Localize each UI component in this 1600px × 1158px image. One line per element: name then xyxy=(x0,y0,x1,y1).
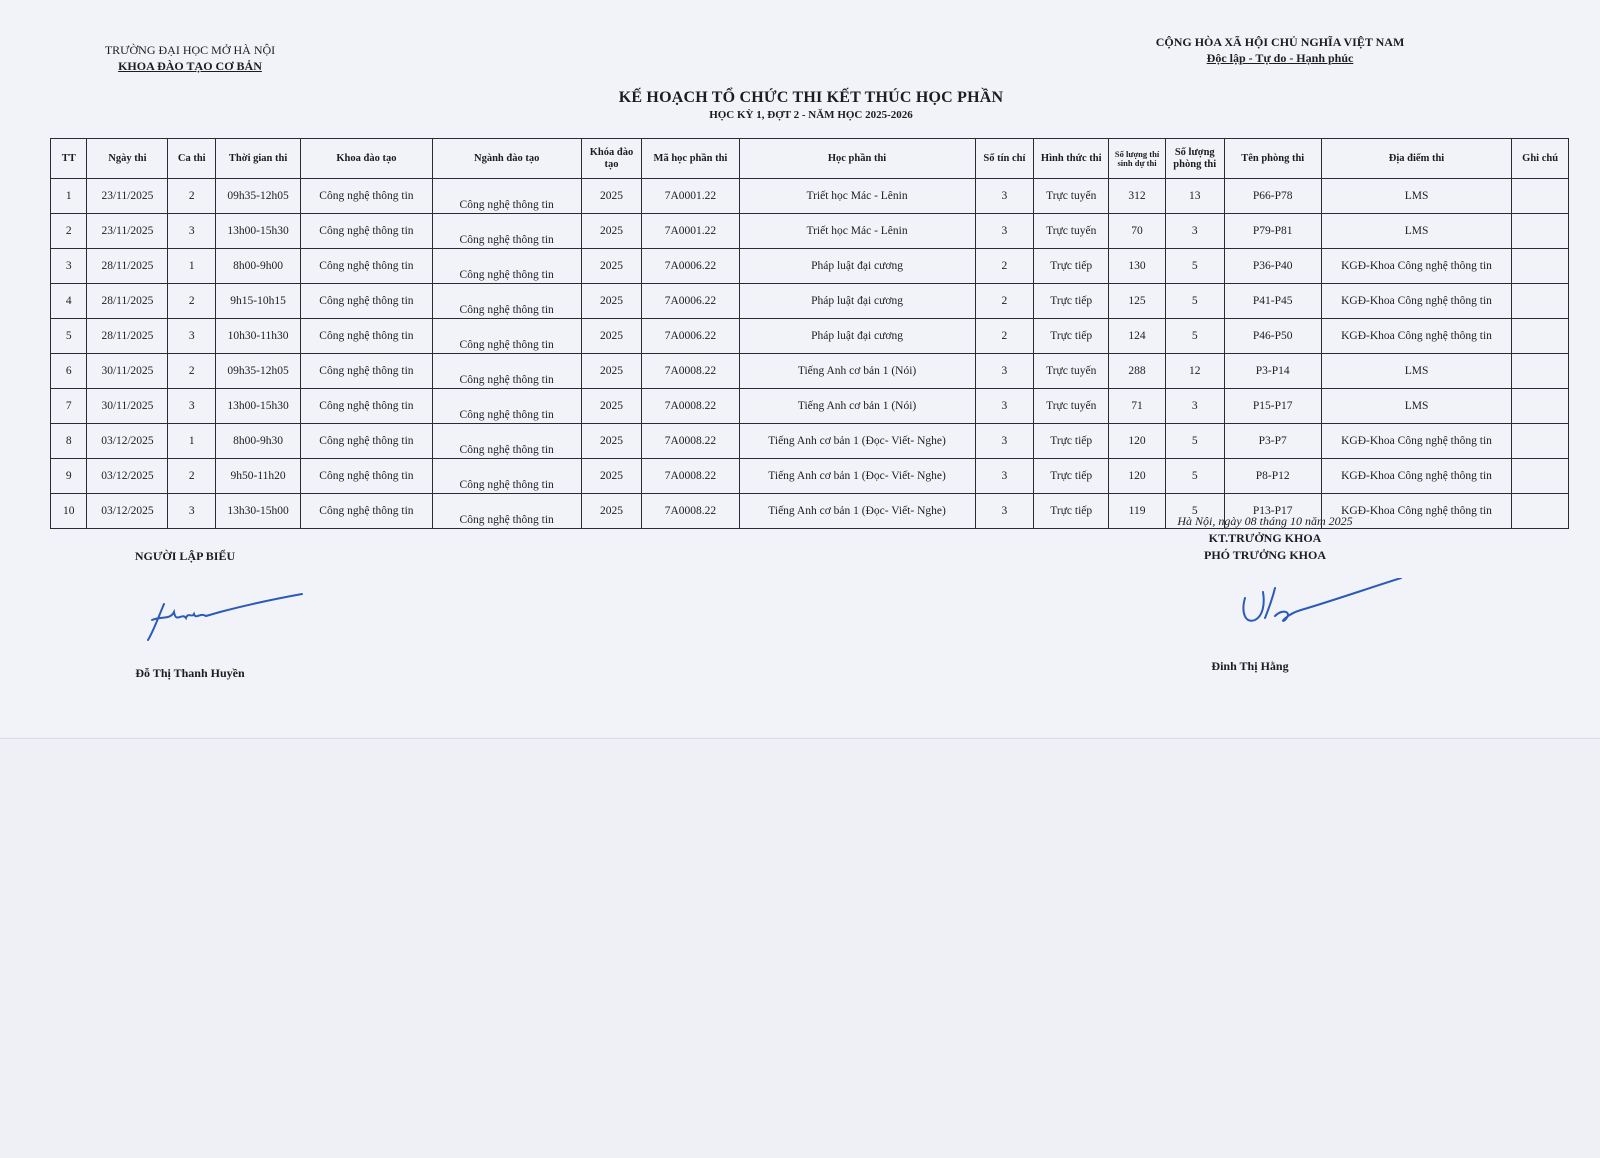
cell-ngay-thi: 03/12/2025 xyxy=(87,459,168,494)
cell-so-phong: 5 xyxy=(1165,424,1224,459)
cell-hinh-thuc: Trực tuyến xyxy=(1034,354,1109,389)
cell-ca-thi: 1 xyxy=(168,424,216,459)
cell-ngay-thi: 23/11/2025 xyxy=(87,214,168,249)
table-row xyxy=(51,389,1569,424)
cell-khoa-dao-tao: 2025 xyxy=(581,214,642,249)
cell-hinh-thuc: Trực tiếp xyxy=(1034,284,1109,319)
cell-khoa-dao-tao: 2025 xyxy=(581,179,642,214)
cell-ca-thi: 2 xyxy=(168,459,216,494)
cell-dia-diem: KGĐ-Khoa Công nghệ thông tin xyxy=(1321,284,1511,319)
cell-khoa: Công nghệ thông tin xyxy=(301,494,433,529)
cell-ten-phong: P13-P17 xyxy=(1224,494,1321,529)
signing-date: Hà Nội, ngày 08 tháng 10 năm 2025 xyxy=(1177,514,1353,528)
cell-hinh-thuc: Trực tiếp xyxy=(1034,319,1109,354)
cell-so-luong-sv: 120 xyxy=(1109,424,1166,459)
cell-hoc-phan: Tiếng Anh cơ bản 1 (Đọc- Viết- Nghe) xyxy=(739,494,975,529)
cell-ten-phong: P66-P78 xyxy=(1224,179,1321,214)
preparer-name: Đỗ Thị Thanh Huyền xyxy=(135,666,245,680)
cell-ca-thi: 3 xyxy=(168,389,216,424)
cell-ma-hp: 7A0008.22 xyxy=(642,354,739,389)
cell-hinh-thuc: Trực tiếp xyxy=(1034,459,1109,494)
cell-ngay-thi: 28/11/2025 xyxy=(87,319,168,354)
cell-ten-phong: P36-P40 xyxy=(1224,249,1321,284)
cell-ma-hp: 7A0008.22 xyxy=(642,424,739,459)
cell-ghi-chu xyxy=(1512,354,1569,389)
cell-ten-phong: P15-P17 xyxy=(1224,389,1321,424)
table-body xyxy=(51,179,1569,529)
cell-ma-hp: 7A0001.22 xyxy=(642,214,739,249)
cell-khoa-dao-tao: 2025 xyxy=(581,424,642,459)
cell-ca-thi: 2 xyxy=(168,179,216,214)
cell-ten-phong: P46-P50 xyxy=(1224,319,1321,354)
cell-so-tin-chi: 3 xyxy=(975,214,1034,249)
cell-so-phong: 5 xyxy=(1165,319,1224,354)
cell-dia-diem: LMS xyxy=(1321,214,1511,249)
col-header-nganh: Ngành đào tạo xyxy=(432,139,581,179)
cell-ten-phong: P41-P45 xyxy=(1224,284,1321,319)
cell-so-phong: 5 xyxy=(1165,284,1224,319)
cell-tt: 6 xyxy=(51,354,87,389)
col-header-ghi-chu: Ghi chú xyxy=(1512,139,1569,179)
cell-nganh: Công nghệ thông tin xyxy=(432,319,581,354)
table-row xyxy=(51,424,1569,459)
col-header-dia-diem: Địa điểm thi xyxy=(1321,139,1511,179)
col-header-so-phong: Số lượng phòng thi xyxy=(1165,139,1224,179)
cell-ma-hp: 7A0006.22 xyxy=(642,319,739,354)
preparer-role: NGƯỜI LẬP BIỂU xyxy=(134,549,236,563)
cell-thoi-gian: 9h15-10h15 xyxy=(216,284,301,319)
cell-ghi-chu xyxy=(1512,214,1569,249)
cell-so-phong: 3 xyxy=(1165,389,1224,424)
cell-ngay-thi: 30/11/2025 xyxy=(87,354,168,389)
approver-block xyxy=(1140,513,1390,564)
cell-dia-diem: KGĐ-Khoa Công nghệ thông tin xyxy=(1321,249,1511,284)
cell-thoi-gian: 13h30-15h00 xyxy=(216,494,301,529)
cell-dia-diem: KGĐ-Khoa Công nghệ thông tin xyxy=(1321,319,1511,354)
cell-so-phong: 5 xyxy=(1165,494,1224,529)
cell-ma-hp: 7A0008.22 xyxy=(642,459,739,494)
cell-ngay-thi: 30/11/2025 xyxy=(87,389,168,424)
cell-khoa: Công nghệ thông tin xyxy=(301,214,433,249)
cell-dia-diem: KGĐ-Khoa Công nghệ thông tin xyxy=(1321,424,1511,459)
approver-role-1: KT.TRƯỞNG KHOA xyxy=(1208,531,1322,545)
table-row xyxy=(51,354,1569,389)
sheet-edge xyxy=(0,738,1600,739)
cell-so-tin-chi: 2 xyxy=(975,319,1034,354)
table-row xyxy=(51,179,1569,214)
approver-signature-icon xyxy=(1235,578,1405,638)
cell-tt: 4 xyxy=(51,284,87,319)
cell-so-tin-chi: 2 xyxy=(975,284,1034,319)
cell-hinh-thuc: Trực tuyến xyxy=(1034,214,1109,249)
cell-nganh: Công nghệ thông tin xyxy=(432,284,581,319)
col-header-khoa-dao-tao: Khóa đào tạo xyxy=(581,139,642,179)
col-header-ngay-thi: Ngày thi xyxy=(87,139,168,179)
national-title: CỘNG HÒA XÃ HỘI CHỦ NGHĨA VIỆT NAM xyxy=(1155,35,1405,49)
cell-nganh: Công nghệ thông tin xyxy=(432,249,581,284)
cell-nganh: Công nghệ thông tin xyxy=(432,459,581,494)
cell-ngay-thi: 23/11/2025 xyxy=(87,179,168,214)
cell-so-tin-chi: 3 xyxy=(975,494,1034,529)
cell-nganh: Công nghệ thông tin xyxy=(432,494,581,529)
cell-ten-phong: P3-P7 xyxy=(1224,424,1321,459)
cell-so-tin-chi: 3 xyxy=(975,354,1034,389)
cell-hoc-phan: Pháp luật đại cương xyxy=(739,319,975,354)
university-name: TRƯỜNG ĐẠI HỌC MỞ HÀ NỘI xyxy=(104,43,276,57)
cell-ngay-thi: 03/12/2025 xyxy=(87,494,168,529)
cell-hoc-phan: Tiếng Anh cơ bản 1 (Nói) xyxy=(739,354,975,389)
cell-khoa-dao-tao: 2025 xyxy=(581,389,642,424)
approver-role-2: PHÓ TRƯỞNG KHOA xyxy=(1203,548,1326,562)
cell-khoa-dao-tao: 2025 xyxy=(581,494,642,529)
cell-ghi-chu xyxy=(1512,389,1569,424)
cell-ghi-chu xyxy=(1512,284,1569,319)
cell-ghi-chu xyxy=(1512,424,1569,459)
cell-ngay-thi: 28/11/2025 xyxy=(87,284,168,319)
cell-nganh: Công nghệ thông tin xyxy=(432,424,581,459)
cell-khoa-dao-tao: 2025 xyxy=(581,249,642,284)
col-header-ca-thi: Ca thi xyxy=(168,139,216,179)
cell-ma-hp: 7A0001.22 xyxy=(642,179,739,214)
cell-so-luong-sv: 124 xyxy=(1109,319,1166,354)
table-row xyxy=(51,214,1569,249)
cell-khoa: Công nghệ thông tin xyxy=(301,179,433,214)
cell-so-luong-sv: 120 xyxy=(1109,459,1166,494)
col-header-so-tin-chi: Số tín chỉ xyxy=(975,139,1034,179)
cell-ma-hp: 7A0006.22 xyxy=(642,249,739,284)
cell-dia-diem: KGĐ-Khoa Công nghệ thông tin xyxy=(1321,459,1511,494)
table-row xyxy=(51,249,1569,284)
cell-so-tin-chi: 3 xyxy=(975,459,1034,494)
cell-so-tin-chi: 3 xyxy=(975,179,1034,214)
cell-ghi-chu xyxy=(1512,494,1569,529)
cell-hoc-phan: Tiếng Anh cơ bản 1 (Nói) xyxy=(739,389,975,424)
cell-dia-diem: LMS xyxy=(1321,389,1511,424)
cell-dia-diem: LMS xyxy=(1321,354,1511,389)
cell-nganh: Công nghệ thông tin xyxy=(432,214,581,249)
table-header-row xyxy=(51,139,1569,179)
cell-ma-hp: 7A0008.22 xyxy=(642,494,739,529)
cell-ngay-thi: 28/11/2025 xyxy=(87,249,168,284)
cell-nganh: Công nghệ thông tin xyxy=(432,179,581,214)
cell-ten-phong: P3-P14 xyxy=(1224,354,1321,389)
cell-ca-thi: 3 xyxy=(168,319,216,354)
exam-schedule-table xyxy=(50,138,1569,529)
cell-khoa: Công nghệ thông tin xyxy=(301,354,433,389)
cell-so-phong: 3 xyxy=(1165,214,1224,249)
cell-ma-hp: 7A0006.22 xyxy=(642,284,739,319)
cell-dia-diem: LMS xyxy=(1321,179,1511,214)
col-header-tt: TT xyxy=(51,139,87,179)
cell-so-phong: 12 xyxy=(1165,354,1224,389)
cell-hoc-phan: Pháp luật đại cương xyxy=(739,249,975,284)
cell-thoi-gian: 13h00-15h30 xyxy=(216,389,301,424)
preparer-signature-icon xyxy=(140,590,310,650)
cell-tt: 5 xyxy=(51,319,87,354)
col-header-ten-phong: Tên phòng thi xyxy=(1224,139,1321,179)
cell-dia-diem: KGĐ-Khoa Công nghệ thông tin xyxy=(1321,494,1511,529)
cell-khoa: Công nghệ thông tin xyxy=(301,389,433,424)
cell-ca-thi: 3 xyxy=(168,494,216,529)
cell-hinh-thuc: Trực tiếp xyxy=(1034,249,1109,284)
cell-hoc-phan: Tiếng Anh cơ bản 1 (Đọc- Viết- Nghe) xyxy=(739,459,975,494)
national-header xyxy=(1120,34,1440,66)
cell-tt: 8 xyxy=(51,424,87,459)
cell-ma-hp: 7A0008.22 xyxy=(642,389,739,424)
cell-thoi-gian: 13h00-15h30 xyxy=(216,214,301,249)
approver-name: Đinh Thị Hằng xyxy=(1211,659,1289,673)
cell-hoc-phan: Triết học Mác - Lênin xyxy=(739,214,975,249)
cell-hinh-thuc: Trực tiếp xyxy=(1034,424,1109,459)
cell-thoi-gian: 09h35-12h05 xyxy=(216,354,301,389)
cell-thoi-gian: 10h30-11h30 xyxy=(216,319,301,354)
cell-ghi-chu xyxy=(1512,179,1569,214)
col-header-so-luong-sv: Số lượng thí sinh dự thi xyxy=(1109,139,1166,179)
cell-so-tin-chi: 2 xyxy=(975,249,1034,284)
cell-nganh: Công nghệ thông tin xyxy=(432,389,581,424)
cell-tt: 9 xyxy=(51,459,87,494)
cell-ten-phong: P8-P12 xyxy=(1224,459,1321,494)
cell-so-luong-sv: 71 xyxy=(1109,389,1166,424)
cell-hinh-thuc: Trực tuyến xyxy=(1034,179,1109,214)
cell-so-luong-sv: 288 xyxy=(1109,354,1166,389)
cell-ca-thi: 1 xyxy=(168,249,216,284)
cell-khoa-dao-tao: 2025 xyxy=(581,319,642,354)
cell-khoa: Công nghệ thông tin xyxy=(301,424,433,459)
document-title-block xyxy=(0,88,1600,122)
cell-thoi-gian: 8h00-9h00 xyxy=(216,249,301,284)
cell-ghi-chu xyxy=(1512,319,1569,354)
cell-so-phong: 13 xyxy=(1165,179,1224,214)
cell-hoc-phan: Tiếng Anh cơ bản 1 (Đọc- Viết- Nghe) xyxy=(739,424,975,459)
cell-so-luong-sv: 125 xyxy=(1109,284,1166,319)
cell-ca-thi: 3 xyxy=(168,214,216,249)
cell-ghi-chu xyxy=(1512,459,1569,494)
col-header-hoc-phan: Học phần thi xyxy=(739,139,975,179)
cell-ca-thi: 2 xyxy=(168,284,216,319)
cell-tt: 2 xyxy=(51,214,87,249)
table-row xyxy=(51,284,1569,319)
cell-so-phong: 5 xyxy=(1165,249,1224,284)
cell-so-luong-sv: 119 xyxy=(1109,494,1166,529)
institution-header xyxy=(70,42,310,74)
cell-khoa: Công nghệ thông tin xyxy=(301,319,433,354)
cell-thoi-gian: 09h35-12h05 xyxy=(216,179,301,214)
document-subtitle: HỌC KỲ 1, ĐỢT 2 - NĂM HỌC 2025-2026 xyxy=(709,109,913,121)
cell-hoc-phan: Pháp luật đại cương xyxy=(739,284,975,319)
cell-hinh-thuc: Trực tuyến xyxy=(1034,389,1109,424)
cell-so-luong-sv: 312 xyxy=(1109,179,1166,214)
cell-so-tin-chi: 3 xyxy=(975,389,1034,424)
document-title: KẾ HOẠCH TỔ CHỨC THI KẾT THÚC HỌC PHẦN xyxy=(618,89,1004,106)
table-row xyxy=(51,319,1569,354)
cell-tt: 7 xyxy=(51,389,87,424)
cell-thoi-gian: 8h00-9h30 xyxy=(216,424,301,459)
cell-tt: 1 xyxy=(51,179,87,214)
cell-khoa-dao-tao: 2025 xyxy=(581,459,642,494)
cell-ca-thi: 2 xyxy=(168,354,216,389)
cell-so-tin-chi: 3 xyxy=(975,424,1034,459)
national-motto: Độc lập - Tự do - Hạnh phúc xyxy=(1206,51,1354,65)
cell-ngay-thi: 03/12/2025 xyxy=(87,424,168,459)
cell-hoc-phan: Triết học Mác - Lênin xyxy=(739,179,975,214)
cell-khoa-dao-tao: 2025 xyxy=(581,284,642,319)
cell-khoa: Công nghệ thông tin xyxy=(301,459,433,494)
cell-so-luong-sv: 130 xyxy=(1109,249,1166,284)
cell-khoa: Công nghệ thông tin xyxy=(301,284,433,319)
cell-thoi-gian: 9h50-11h20 xyxy=(216,459,301,494)
cell-tt: 3 xyxy=(51,249,87,284)
col-header-khoa: Khoa đào tạo xyxy=(301,139,433,179)
cell-ghi-chu xyxy=(1512,249,1569,284)
col-header-ma-hp: Mã học phần thi xyxy=(642,139,739,179)
cell-hinh-thuc: Trực tiếp xyxy=(1034,494,1109,529)
cell-khoa: Công nghệ thông tin xyxy=(301,249,433,284)
cell-tt: 10 xyxy=(51,494,87,529)
cell-so-luong-sv: 70 xyxy=(1109,214,1166,249)
cell-ten-phong: P79-P81 xyxy=(1224,214,1321,249)
faculty-name: KHOA ĐÀO TẠO CƠ BẢN xyxy=(118,59,262,73)
col-header-thoi-gian: Thời gian thi xyxy=(216,139,301,179)
table-row xyxy=(51,459,1569,494)
cell-so-phong: 5 xyxy=(1165,459,1224,494)
cell-khoa-dao-tao: 2025 xyxy=(581,354,642,389)
col-header-hinh-thuc: Hình thức thi xyxy=(1034,139,1109,179)
cell-nganh: Công nghệ thông tin xyxy=(432,354,581,389)
